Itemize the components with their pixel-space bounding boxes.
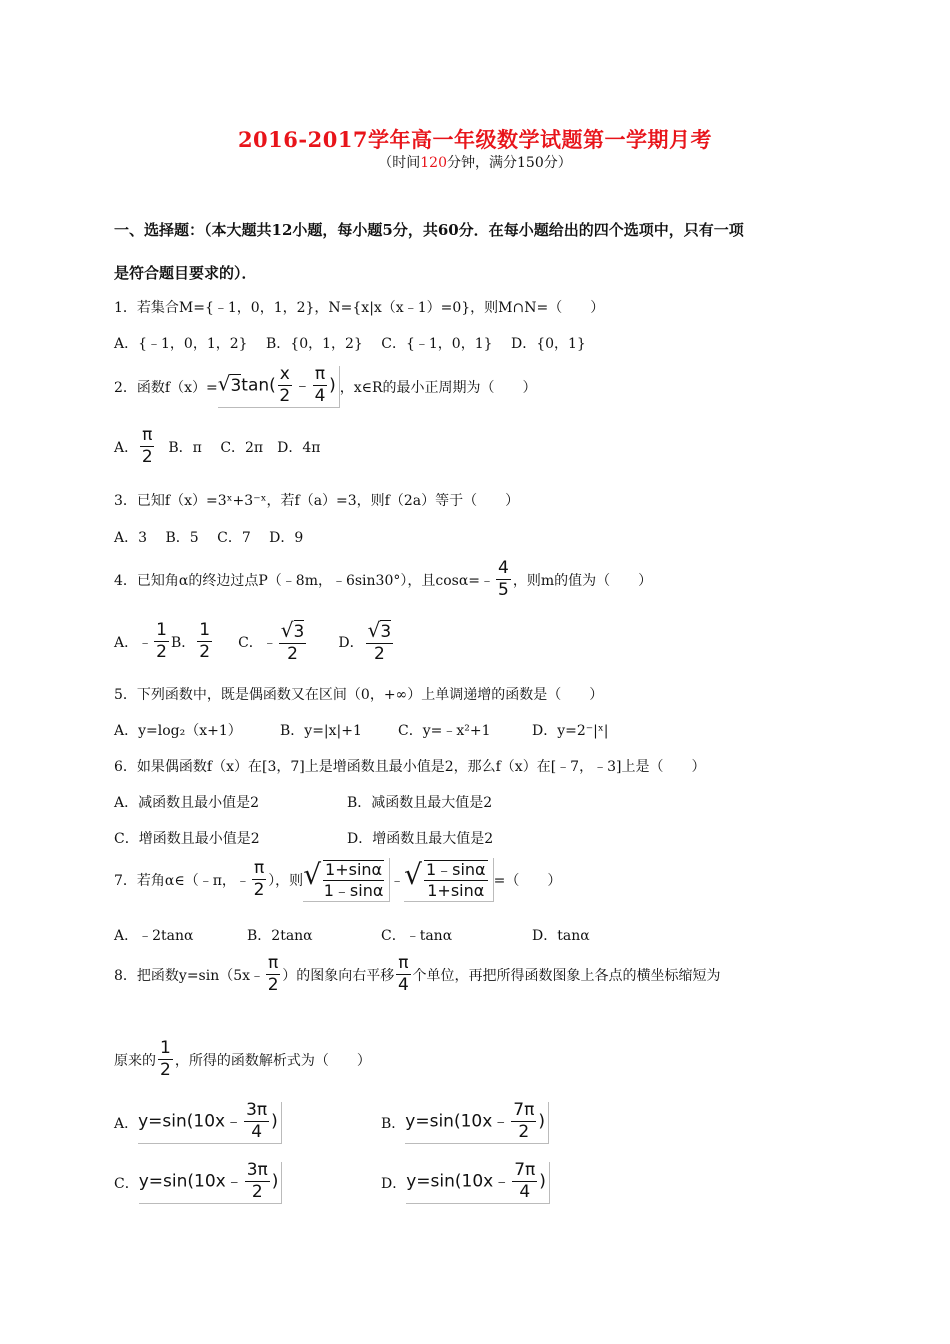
page-title: 2016-2017学年高一年级数学试题第一学期月考 [237,127,713,152]
q8-opt-a: A． y=sin(10x﹣ $\frac{3\pi}{4}$ ) [114,1102,282,1144]
q8-opt-a-formula: y=sin(10x﹣ $\frac{3\pi}{4}$ ) [138,1102,282,1144]
q4-stem [114,560,652,599]
q4-opt-c: C．﹣ [238,634,277,651]
q4-opt-b-frac: $\frac{1}{2}$ [199,620,211,662]
q6-opt-a: A．减函数且最小值是2 [114,795,260,811]
q5-opt-c: C．y=﹣x²+1 [398,723,491,739]
q8-pre: 8．把函数y=sin（5x﹣ [114,967,265,984]
q4-opt-d-frac: $\frac{√3}{2}$ [367,618,392,664]
q5-opt-b: B．y=|x|+1 [280,723,362,739]
section-heading: 一、选择题：（本大题共12小题，每小题5分，共60分．在每小题给出的四个选项中，只有一项 [114,221,744,239]
q8-stem-cont [114,1040,371,1079]
q4-opt-b: B． [170,634,196,651]
q6-opt-c: C．增函数且最小值是2 [114,831,260,847]
q8-stem [114,955,721,994]
q5-opt-a: A．y=log₂（x+1） [114,723,242,739]
q2-pre: 2．函数f（x）= [114,380,218,396]
q8-l2-pre: 原来的 [114,1052,156,1069]
q6-opt-b: B．减函数且最大值是2 [347,795,493,811]
q4-pre: 4．已知角α的终边过点P（﹣8m，﹣6sin30°），且cosα=﹣ [114,572,495,589]
q7-stem [114,858,561,902]
q8-mid: ）的图象向右平移 [282,967,395,984]
q8-frac-2: $\frac{\pi}{4}$ [397,953,409,995]
q2-num1: x [279,364,290,384]
q7-opt-c: C．﹣tanα [381,928,453,944]
q2-opt-a-frac: $\frac{\pi}{2}$ [141,425,153,467]
q2-opt-rest: B．π C．2π D．4π [168,439,321,456]
section-heading-cont: 是符合题目要求的）． [114,264,257,282]
q7-post: =（ ） [493,872,562,889]
q4-options [114,620,395,663]
q2-post: ，x∈R的最小正周期为（ ） [339,380,537,396]
q4-opt-a: A．﹣ [114,634,153,651]
q2-opt-a: A． [114,439,139,456]
q7-opt-b: B．2tanα [247,928,313,944]
q4-opt-c-frac: $\frac{√3}{2}$ [280,618,305,664]
q2-formula: √3tan( $\frac{x}{2}$ ﹣ $\frac{\pi}{4}$ ) [218,366,340,408]
q2-den1: 2 [279,386,291,406]
q8-opt-c-formula: y=sin(10x﹣ $\frac{3\pi}{2}$ ) [139,1162,283,1204]
q3-stem: 3．已知f（x）=3ˣ+3⁻ˣ，若f（a）=3，则f（2a）等于（ ） [114,493,520,509]
q5-stem: 5．下列函数中，既是偶函数又在区间（0，+∞）上单调递增的函数是（ ） [114,687,604,703]
subtitle-prefix: （时间 [378,155,421,171]
q2-den2: 4 [314,386,326,406]
subtitle-time: 120 [420,155,447,171]
q8-frac-3: $\frac{1}{2}$ [160,1038,171,1080]
q5-opt-d: D．y=2⁻|ˣ| [532,723,609,739]
q2-options [114,427,320,466]
q7-mid: ），则 [268,872,304,889]
q2-num2: π [314,364,326,384]
q3-options: A．3 B．5 C．7 D．9 [114,530,304,546]
q1-stem: 1．若集合M={﹣1，0，1，2}，N={x|x（x﹣1）=0}，则M∩N=（ ） [114,300,605,316]
q7-pre: 7．若角α∈（﹣π，﹣ [114,872,250,889]
q8-opt-d: D． y=sin(10x﹣ $\frac{7\pi}{4}$ ) [381,1162,550,1204]
q6-stem: 6．如果偶函数f（x）在[3，7]上是增函数且最小值是2，那么f（x）在[﹣7，﹣3]上是（ ） [114,759,706,775]
q2-tan: tan [241,375,270,396]
q2-stem [114,366,537,408]
q8-frac-1: $\frac{\pi}{2}$ [267,953,279,995]
q8-opt-b: B． y=sin(10x﹣ $\frac{7\pi}{2}$ ) [381,1102,549,1144]
q6-opt-d: D．增函数且最大值是2 [347,831,494,847]
q8-l2-post: ，所得的函数解析式为（ ） [174,1052,371,1069]
q7-radical-2: √ $\frac{1﹣\sin\alpha}{1+\sin\alpha}$ [404,858,494,902]
page-subtitle [0,152,950,172]
q7-opt-d: D．tanα [532,928,590,944]
q7-radical-1: √ $\frac{1+\sin\alpha}{1﹣\sin\alpha}$ [303,858,390,902]
q8-post: 个单位，再把所得函数图象上各点的横坐标缩短为 [412,967,721,984]
q2-sqrt3: 3 [230,375,242,396]
q1-options: A．{﹣1，0，1，2} B．{0，1，2} C．{﹣1，0，1} D．{0，1} [114,336,586,352]
q4-frac: $\frac{4}{5}$ [498,558,509,600]
q8-opt-c: C． y=sin(10x﹣ $\frac{3\pi}{2}$ ) [114,1162,282,1204]
q8-opt-b-formula: y=sin(10x﹣ $\frac{7\pi}{2}$ ) [405,1102,549,1144]
q7-opt-a: A．﹣2tanα [114,928,194,944]
q4-opt-a-frac: $\frac{1}{2}$ [156,620,167,662]
subtitle-suffix: 分钟，满分150分） [447,155,572,171]
q7-frac: $\frac{\pi}{2}$ [253,858,265,901]
q4-post: ，则m的值为（ ） [512,572,653,589]
q8-opt-d-formula: y=sin(10x﹣ $\frac{7\pi}{4}$ ) [406,1162,550,1204]
q4-opt-d: D． [338,634,364,651]
q7-minus: ﹣ [390,872,405,889]
